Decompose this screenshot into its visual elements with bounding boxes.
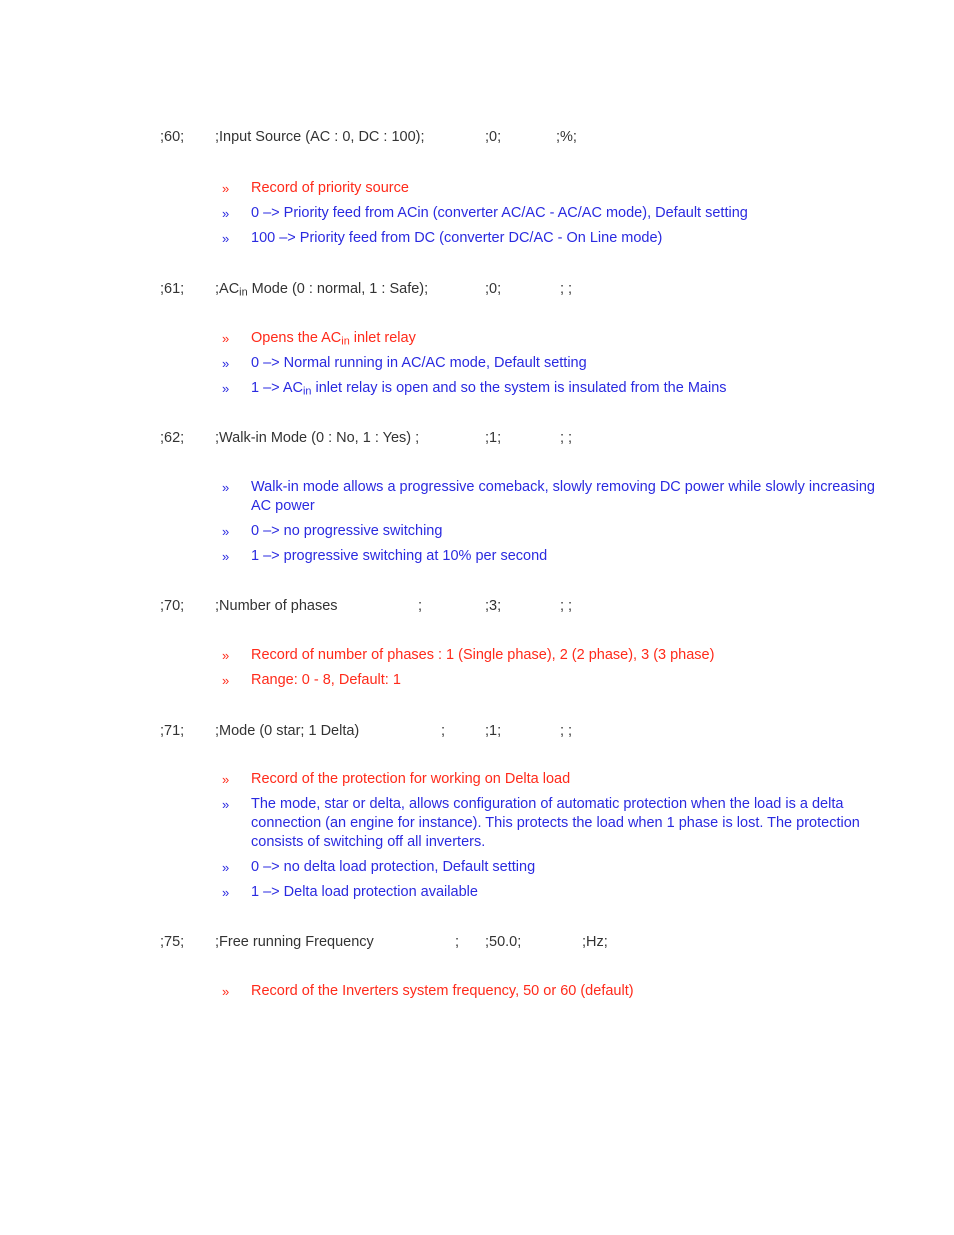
bullet-mark: »: [222, 231, 230, 246]
note-item: [222, 982, 882, 1001]
param-name: ;Free running Frequency: [215, 934, 374, 950]
param-code: ;61;: [160, 281, 185, 297]
bullet-mark: »: [222, 860, 230, 875]
param-60-notes: [222, 179, 882, 254]
note-text: The mode, star or delta, allows configuration of automatic protection when the load is a delta connection (an engine for instance). This protects the load when 1 phase is lost. The protection consists of switching off all inverters.: [251, 796, 860, 850]
param-unit: ; ;: [560, 281, 573, 297]
param-value: ;1;: [485, 430, 502, 446]
note-item: [222, 179, 882, 198]
param-name: $;AC_{in}$ Mode (0 : normal, 1 : Safe);: [215, 281, 429, 299]
param-unit: ;%;: [556, 129, 577, 145]
param-separator: ;: [441, 723, 446, 739]
param-unit: ; ;: [560, 723, 573, 739]
note-text: 0 –> Priority feed from ACin (converter AC/AC - AC/AC mode), Default setting: [251, 205, 748, 221]
bullet-mark: »: [222, 206, 230, 221]
param-code: ;62;: [160, 430, 185, 446]
bullet-mark: »: [222, 797, 230, 812]
param-code: ;60;: [160, 129, 185, 145]
bullet-mark: »: [222, 181, 230, 196]
param-code: ;75;: [160, 934, 185, 950]
bullet-mark: »: [222, 648, 230, 663]
note-text: 0 –> no progressive switching: [251, 523, 443, 539]
note-item: [222, 547, 882, 566]
bullet-mark: »: [222, 480, 230, 495]
param-value: ;1;: [485, 723, 502, 739]
param-75-notes: [222, 982, 882, 1007]
bullet-mark: »: [222, 885, 230, 900]
bullet-mark: »: [222, 984, 230, 999]
bullet-mark: »: [222, 772, 230, 787]
bullet-mark: »: [222, 673, 230, 688]
note-item: [222, 858, 882, 877]
note-item: » $1 -> AC_{in}$ inlet relay is open and so the system is insulated from the Mains: [222, 380, 727, 398]
note-text: Record of the Inverters system frequency, 50 or 60 (default): [251, 983, 634, 999]
param-62-notes: [222, 478, 882, 572]
param-name: ;Number of phases: [215, 598, 338, 614]
note-text: 1 –> Delta load protection available: [251, 884, 478, 900]
param-separator: ;: [455, 934, 460, 950]
note-text: Record of the protection for working on Delta load: [251, 771, 571, 787]
param-61-notes: [222, 329, 882, 404]
note-text: 0 –> Normal running in AC/AC mode, Default setting: [251, 355, 587, 371]
param-name: ;Walk-in Mode (0 : No, 1 : Yes) ;: [215, 430, 420, 446]
note-item: » Opens the $AC_{in}$ inlet relay: [222, 330, 416, 348]
param-unit: ;Hz;: [582, 934, 608, 950]
bullet-mark: »: [222, 524, 230, 539]
note-item: [222, 770, 882, 789]
param-70-notes: [222, 646, 882, 696]
param-unit: ; ;: [560, 430, 573, 446]
param-unit: ; ;: [560, 598, 573, 614]
note-text: 1 –> progressive switching at 10% per second: [251, 548, 548, 564]
param-code: ;70;: [160, 598, 185, 614]
param-name: ;Mode (0 star; 1 Delta): [215, 723, 360, 739]
note-text: 0 –> no delta load protection, Default setting: [251, 859, 536, 875]
param-code: ;71;: [160, 723, 185, 739]
param-value: ;0;: [485, 129, 502, 145]
note-item: [222, 522, 882, 541]
note-item: [222, 229, 882, 248]
note-text: 100 –> Priority feed from DC (converter DC/AC - On Line mode): [251, 230, 663, 246]
note-item: [222, 478, 882, 516]
note-item: [222, 204, 882, 223]
param-value: ;3;: [485, 598, 502, 614]
note-item: [222, 795, 882, 852]
bullet-mark: »: [222, 381, 230, 396]
note-item: [222, 354, 882, 373]
param-name: ;Input Source (AC : 0, DC : 100);: [215, 129, 425, 145]
param-value: ;0;: [485, 281, 502, 297]
note-text: Walk-in mode allows a progressive comeback, slowly removing DC power while slowly increasing AC power: [251, 479, 875, 514]
note-item: [222, 671, 882, 690]
note-text: Record of priority source: [251, 180, 409, 196]
bullet-mark: »: [222, 331, 230, 346]
bullet-mark: »: [222, 356, 230, 371]
bullet-mark: »: [222, 549, 230, 564]
param-separator: ;: [418, 598, 423, 614]
note-text: Record of number of phases : 1 (Single phase), 2 (2 phase), 3 (3 phase): [251, 647, 715, 663]
note-text: Range: 0 - 8, Default: 1: [251, 672, 401, 688]
param-71-notes: [222, 770, 882, 908]
note-item: [222, 646, 882, 665]
note-item: [222, 883, 882, 902]
param-value: ;50.0;: [485, 934, 522, 950]
